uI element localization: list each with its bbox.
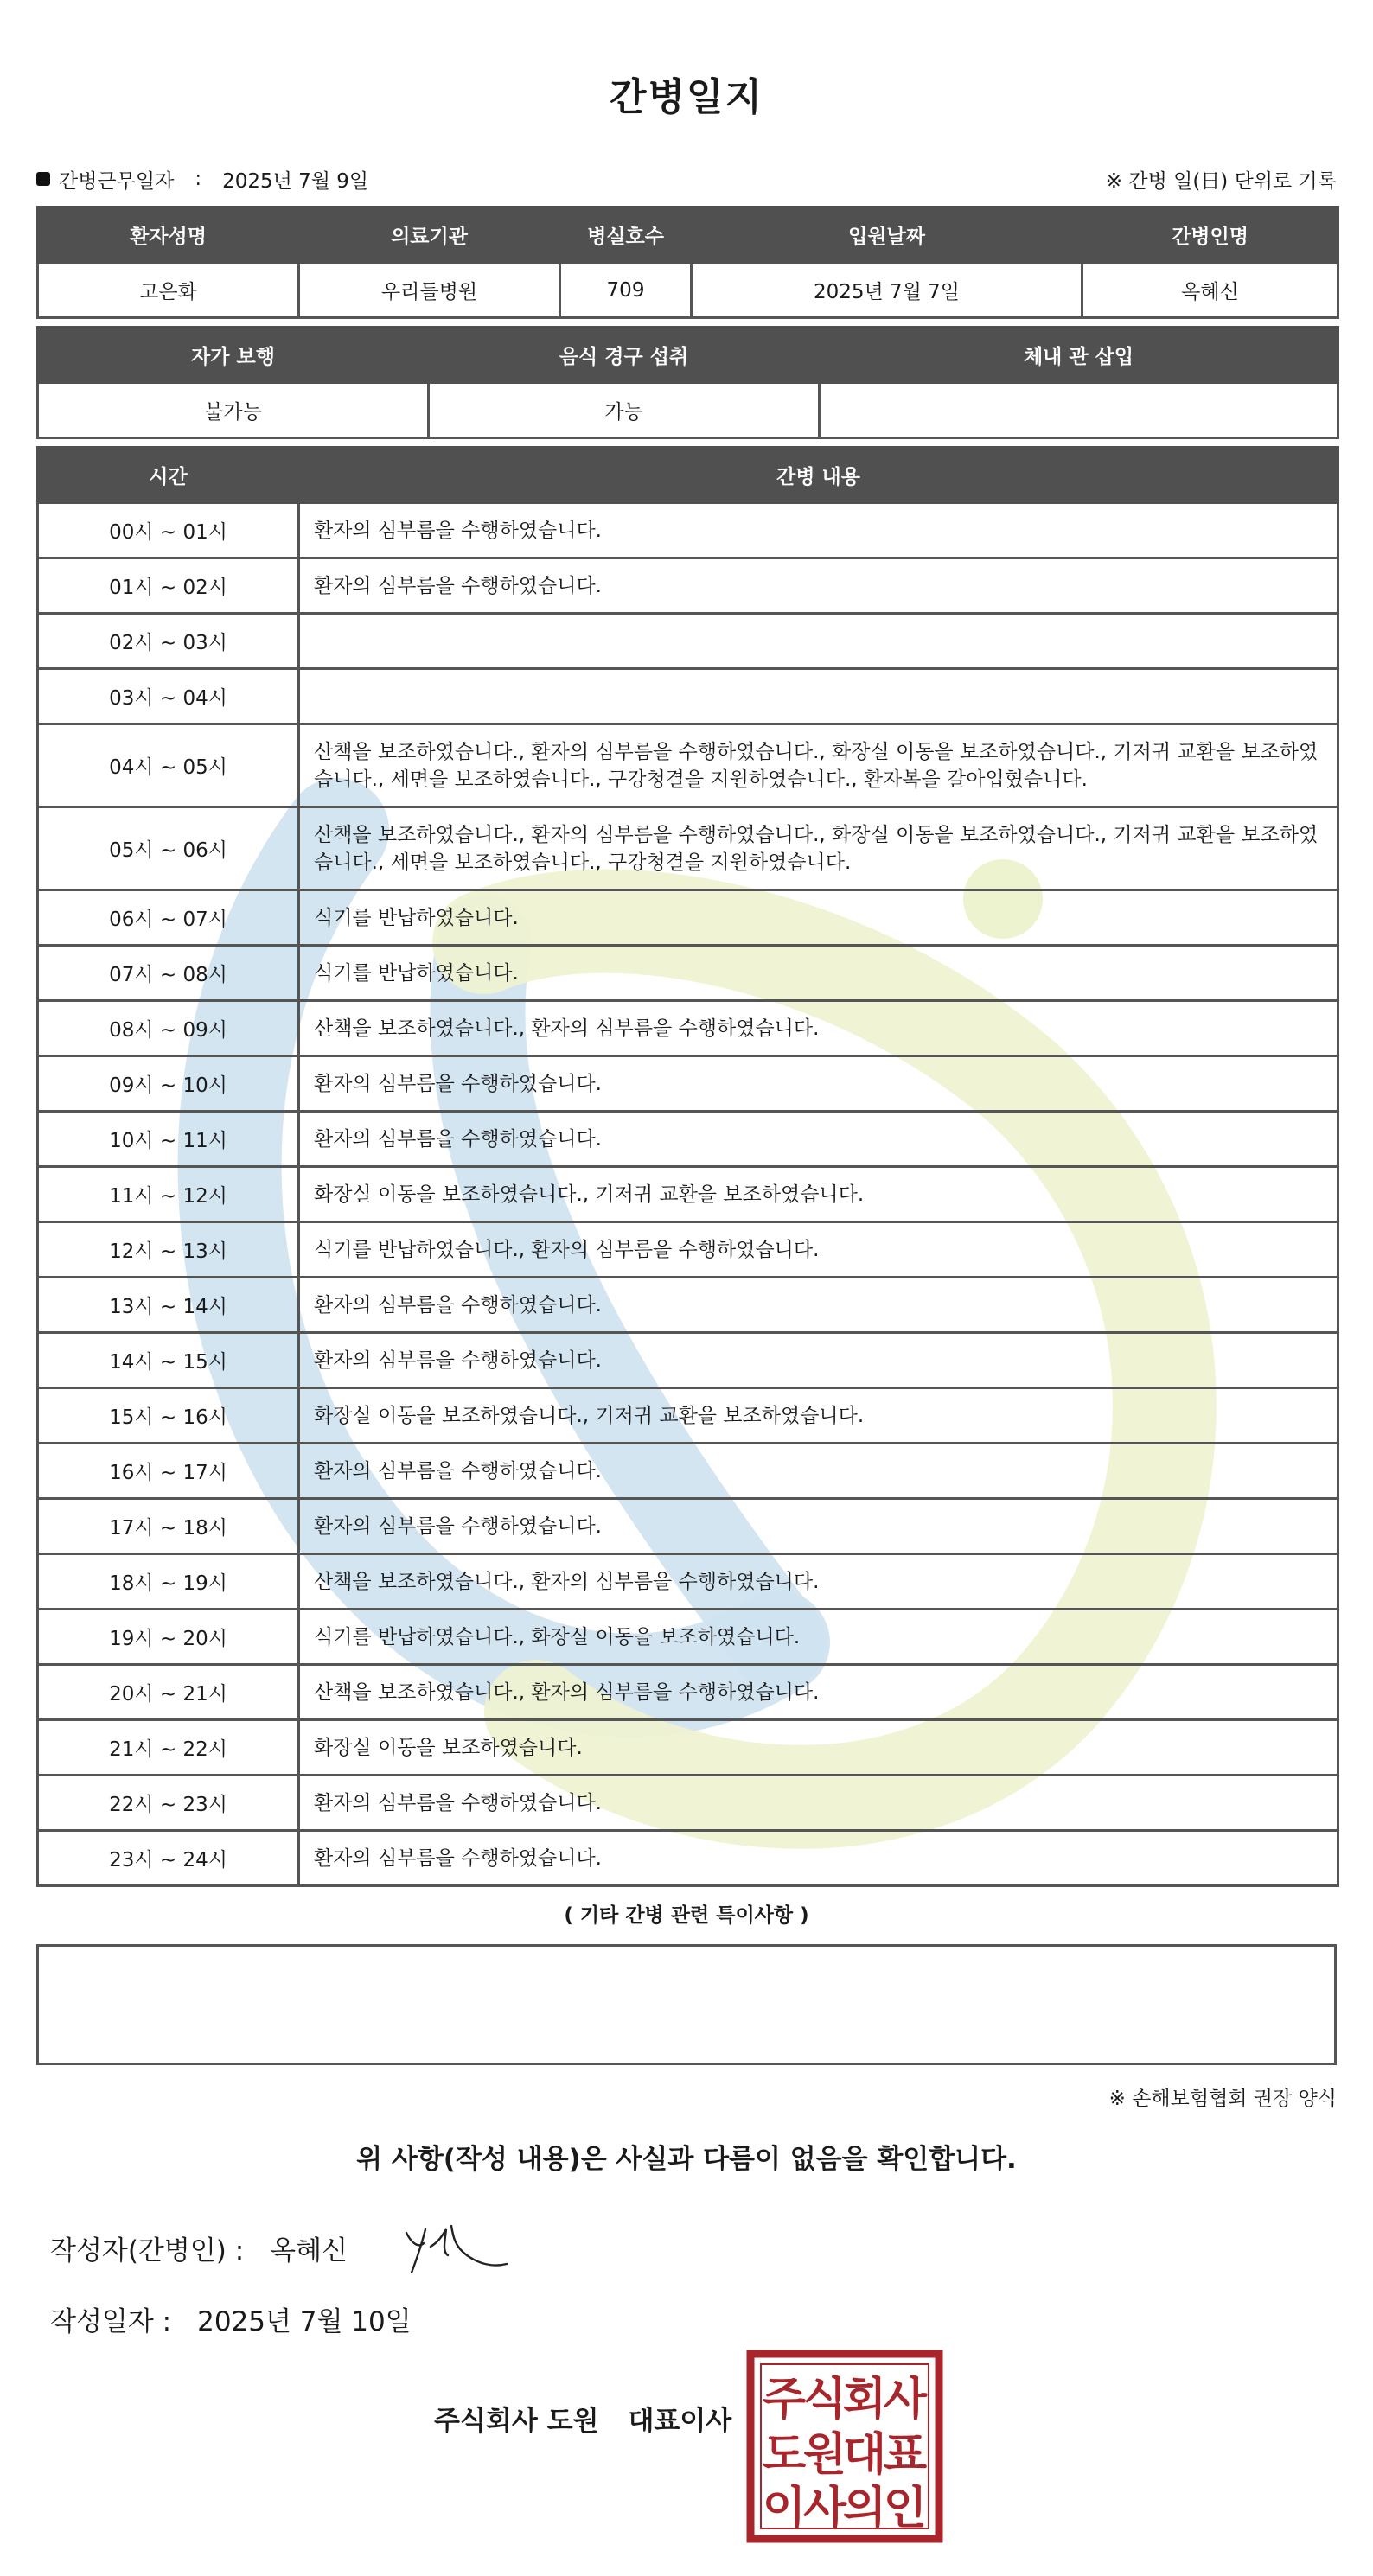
special-notes-title: ( 기타 간병 관련 특이사항 ) xyxy=(564,1904,809,1927)
table-row xyxy=(38,1056,1338,1112)
company-seal-stamp xyxy=(745,2349,944,2544)
header-care-content: 간병 내용 xyxy=(299,448,1338,503)
written-date-label: 작성일자 : xyxy=(50,2305,172,2337)
table-row xyxy=(38,1665,1338,1720)
table-row xyxy=(38,1720,1338,1776)
svg-text:인: 인 xyxy=(883,2483,928,2535)
care-content: 식기를 반납하였습니다., 화장실 이동을 보조하였습니다. xyxy=(299,1610,1338,1665)
time-slot: 19시 ~ 20시 xyxy=(38,1610,299,1665)
table-row xyxy=(38,669,1338,724)
table-row xyxy=(38,1001,1338,1056)
table-row xyxy=(38,1222,1338,1278)
care-log-header-row xyxy=(38,448,1338,503)
svg-text:식: 식 xyxy=(802,2374,847,2426)
time-slot: 17시 ~ 18시 xyxy=(38,1499,299,1554)
time-slot: 18시 ~ 19시 xyxy=(38,1554,299,1610)
company-name: 주식회사 도원 xyxy=(434,2406,599,2437)
time-slot: 05시 ~ 06시 xyxy=(38,807,299,890)
care-content: 환자의 심부름을 수행하였습니다. xyxy=(299,1499,1338,1554)
tube-insertion-value xyxy=(820,383,1338,438)
care-content: 환자의 심부름을 수행하였습니다. xyxy=(299,1056,1338,1112)
oral-intake-value: 가능 xyxy=(429,383,820,438)
svg-text:이: 이 xyxy=(762,2483,807,2535)
care-content: 식기를 반납하였습니다. xyxy=(299,946,1338,1001)
care-content: 환자의 심부름을 수행하였습니다. xyxy=(299,1333,1338,1388)
work-date-separator: : xyxy=(195,168,202,190)
time-slot: 06시 ~ 07시 xyxy=(38,890,299,946)
header-admission-date: 입원날짜 xyxy=(692,207,1082,263)
time-slot: 03시 ~ 04시 xyxy=(38,669,299,724)
svg-text:원: 원 xyxy=(802,2429,847,2481)
care-content xyxy=(299,614,1338,669)
care-content: 산책을 보조하였습니다., 환자의 심부름을 수행하였습니다., 화장실 이동을 보조하였습니다., 기저귀 교환을 보조하였습니다., 세면을 보조하였습니다., 구강청결을 지원하였습니다. xyxy=(299,807,1338,890)
care-content: 환자의 심부름을 수행하였습니다. xyxy=(299,1776,1338,1831)
time-slot: 14시 ~ 15시 xyxy=(38,1333,299,1388)
bullet-icon xyxy=(36,172,50,186)
table-row xyxy=(38,1499,1338,1554)
caregiver-name: 옥혜신 xyxy=(1082,263,1338,318)
table-row xyxy=(38,614,1338,669)
time-slot: 12시 ~ 13시 xyxy=(38,1222,299,1278)
header-caregiver-name: 간병인명 xyxy=(1082,207,1338,263)
room-number: 709 xyxy=(560,263,692,318)
patient-status-value-row xyxy=(38,383,1338,438)
care-content: 환자의 심부름을 수행하였습니다. xyxy=(299,503,1338,558)
care-content: 화장실 이동을 보조하였습니다. xyxy=(299,1720,1338,1776)
patient-info-table xyxy=(36,206,1339,319)
care-content: 환자의 심부름을 수행하였습니다. xyxy=(299,1831,1338,1886)
care-content: 식기를 반납하였습니다., 환자의 심부름을 수행하였습니다. xyxy=(299,1222,1338,1278)
table-row xyxy=(38,503,1338,558)
care-content: 환자의 심부름을 수행하였습니다. xyxy=(299,1444,1338,1499)
time-slot: 02시 ~ 03시 xyxy=(38,614,299,669)
svg-text:표: 표 xyxy=(883,2429,928,2481)
self-walking-value: 불가능 xyxy=(38,383,429,438)
care-content: 환자의 심부름을 수행하였습니다. xyxy=(299,1112,1338,1167)
table-row xyxy=(38,724,1338,807)
table-row xyxy=(38,1776,1338,1831)
care-content: 화장실 이동을 보조하였습니다., 기저귀 교환을 보조하였습니다. xyxy=(299,1388,1338,1444)
company-representative-title: 대표이사 xyxy=(628,2406,732,2437)
table-row xyxy=(38,890,1338,946)
special-notes-box xyxy=(36,1944,1337,2065)
written-date-row xyxy=(36,2288,1337,2349)
writer-row xyxy=(36,2207,1337,2288)
time-slot: 11시 ~ 12시 xyxy=(38,1167,299,1222)
care-content: 산책을 보조하였습니다., 환자의 심부름을 수행하였습니다. xyxy=(299,1001,1338,1056)
table-row xyxy=(38,1278,1338,1333)
time-slot: 20시 ~ 21시 xyxy=(38,1665,299,1720)
time-slot: 13시 ~ 14시 xyxy=(38,1278,299,1333)
care-content: 환자의 심부름을 수행하였습니다. xyxy=(299,558,1338,614)
patient-info-value-row xyxy=(38,263,1338,318)
header-self-walking: 자가 보행 xyxy=(38,328,429,383)
page-title: 간병일지 xyxy=(609,75,763,119)
time-slot: 21시 ~ 22시 xyxy=(38,1720,299,1776)
patient-info-header-row xyxy=(38,207,1338,263)
table-row xyxy=(38,1610,1338,1665)
writer-name: 옥혜신 xyxy=(270,2235,348,2267)
patient-status-table xyxy=(36,326,1339,439)
table-row xyxy=(38,807,1338,890)
header-time: 시간 xyxy=(38,448,299,503)
admission-date: 2025년 7월 7일 xyxy=(692,263,1082,318)
table-row xyxy=(38,1388,1338,1444)
table-row xyxy=(38,1112,1338,1167)
work-date-value: 2025년 7월 9일 xyxy=(222,169,369,193)
care-content: 환자의 심부름을 수행하였습니다. xyxy=(299,1278,1338,1333)
table-row xyxy=(38,1167,1338,1222)
work-date xyxy=(36,165,368,194)
time-slot: 00시 ~ 01시 xyxy=(38,503,299,558)
care-content: 화장실 이동을 보조하였습니다., 기저귀 교환을 보조하였습니다. xyxy=(299,1167,1338,1222)
svg-text:대: 대 xyxy=(842,2429,887,2481)
time-slot: 10시 ~ 11시 xyxy=(38,1112,299,1167)
table-row xyxy=(38,1444,1338,1499)
time-slot: 15시 ~ 16시 xyxy=(38,1388,299,1444)
patient-status-header-row xyxy=(38,328,1338,383)
care-log-table xyxy=(36,446,1339,1887)
work-date-row xyxy=(36,152,1337,206)
care-content xyxy=(299,669,1338,724)
handwritten-signature xyxy=(399,2217,512,2278)
time-slot: 08시 ~ 09시 xyxy=(38,1001,299,1056)
header-tube-insertion: 체내 관 삽입 xyxy=(820,328,1338,383)
table-row xyxy=(38,1554,1338,1610)
svg-text:사: 사 xyxy=(802,2483,847,2535)
time-slot: 01시 ~ 02시 xyxy=(38,558,299,614)
svg-text:회: 회 xyxy=(842,2374,887,2426)
time-slot: 22시 ~ 23시 xyxy=(38,1776,299,1831)
header-hospital: 의료기관 xyxy=(299,207,560,263)
svg-text:사: 사 xyxy=(883,2374,928,2426)
svg-text:주: 주 xyxy=(762,2374,807,2426)
company-signature-block xyxy=(434,2399,731,2438)
table-row xyxy=(38,946,1338,1001)
svg-text:도: 도 xyxy=(762,2429,807,2481)
hospital-name: 우리들병원 xyxy=(299,263,560,318)
time-slot: 04시 ~ 05시 xyxy=(38,724,299,807)
table-row xyxy=(38,1333,1338,1388)
written-date-value: 2025년 7월 10일 xyxy=(197,2305,412,2337)
care-content: 식기를 반납하였습니다. xyxy=(299,890,1338,946)
care-content: 산책을 보조하였습니다., 환자의 심부름을 수행하였습니다. xyxy=(299,1554,1338,1610)
writer-label: 작성자(간병인) : xyxy=(50,2235,245,2267)
company-row xyxy=(36,2349,1337,2556)
time-slot: 16시 ~ 17시 xyxy=(38,1444,299,1499)
header-oral-intake: 음식 경구 섭취 xyxy=(429,328,820,383)
work-date-label: 간병근무일자 xyxy=(59,169,175,193)
header-room-number: 병실호수 xyxy=(560,207,692,263)
time-slot: 09시 ~ 10시 xyxy=(38,1056,299,1112)
header-patient-name: 환자성명 xyxy=(38,207,299,263)
time-slot: 23시 ~ 24시 xyxy=(38,1831,299,1886)
care-content: 산책을 보조하였습니다., 환자의 심부름을 수행하였습니다. xyxy=(299,1665,1338,1720)
record-unit-note: ※ 간병 일(日) 단위로 기록 xyxy=(1105,169,1337,193)
table-row xyxy=(38,558,1338,614)
table-row xyxy=(38,1831,1338,1886)
patient-name: 고은화 xyxy=(38,263,299,318)
svg-text:의: 의 xyxy=(842,2483,887,2535)
care-content: 산책을 보조하였습니다., 환자의 심부름을 수행하였습니다., 화장실 이동을 보조하였습니다., 기저귀 교환을 보조하였습니다., 세면을 보조하였습니다., 구강청결을 지원하였습니다., 환자복을 갈아입혔습니다. xyxy=(299,724,1338,807)
form-source-note: ※ 손해보험협회 권장 양식 xyxy=(1108,2088,1337,2110)
confirmation-statement: 위 사항(작성 내용)은 사실과 다름이 없음을 확인합니다. xyxy=(356,2144,1017,2175)
time-slot: 07시 ~ 08시 xyxy=(38,946,299,1001)
